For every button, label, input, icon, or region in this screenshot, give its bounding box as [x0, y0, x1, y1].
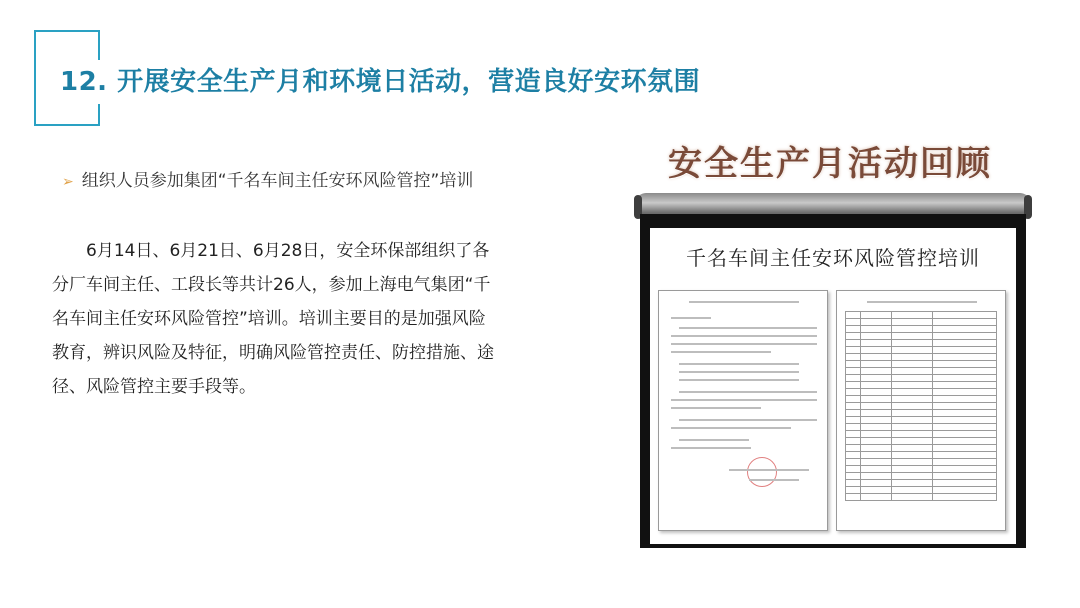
body-paragraph: 6月14日、6月21日、6月28日，安全环保部组织了各分厂车间主任、工段长等共计26人，参加上海电气集团“千名车间主任安环风险管控”培训。培训主要目的是加强风险教育，辨识风险及特征，明确风险管控责任、防控措施、途径、风险管控主要手段等。 [52, 241, 494, 397]
attendee-table-image [845, 311, 997, 501]
gallery-title: 安全生产月活动回顾 [668, 144, 992, 184]
screen-heading: 千名车间主任安环风险管控培训 [686, 246, 980, 270]
notice-document-image [658, 290, 828, 531]
screen-content [650, 228, 1016, 544]
bullet-arrow-icon: ➢ [62, 174, 74, 190]
projector-screen [640, 214, 1026, 548]
bullet-text: 组织人员参加集团“千名车间主任安环风险管控”培训 [81, 171, 474, 191]
bullet-item [62, 168, 473, 194]
red-seal-stamp [747, 457, 777, 487]
slide-title: 12. 开展安全生产月和环境日活动，营造良好安环氛围 [60, 60, 714, 104]
doc-title-line [689, 301, 799, 303]
doc-title-line [867, 301, 977, 303]
attendee-list-document-image [836, 290, 1006, 531]
